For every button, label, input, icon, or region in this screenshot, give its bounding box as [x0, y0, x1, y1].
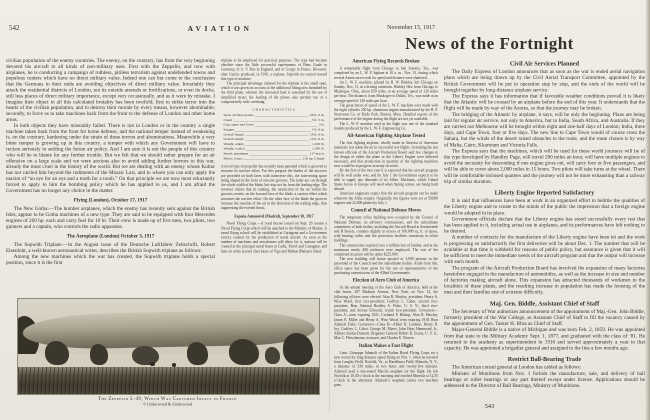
column-2	[221, 58, 327, 296]
spec-label: Chord	[223, 117, 233, 122]
column-1	[6, 58, 215, 298]
paragraph: The Express says it has information that if favorable weather conditions prevail it is likely that the Atlantic will be crossed by an airplane before the end of this year. It understands that the flight will be made by way of the Azores, so that the journey may be broken.	[444, 93, 645, 112]
spec-value: 1 ft. 6 in.	[311, 127, 325, 132]
paragraph: At the annual meeting of the Aero Club of America, held at the club house, 297 Madison Avenue, New York, on Nov. 12, the following officers were elected: Alan R. Hawley, president; Henry A. Wise Wood, first vice-president; Godfrey L. Cabot, second vice-president; Rear Admiral Bradley A. Fiske, U. S. N., third vice-president, and Jerome Edwards, fourth vice-president. Governors—Class A—term expiring 1921, Cortland F. Bishop, Alan R. Hawley, James E. Miller and Henry A. Wise Wood; term expiring 1918, Rear Admiral Fiske; Governors—Class B—Albert B. Lambert, Henry B. Joy, Godfrey L. Cabot, George M. Myers, John Hays Hammond, Jr., Alberto Santos-Dumont, Brigadier General Robert K. Evans, U. S. A., Max C. Fleischmann, treasurer, and Charles E. Warren.	[334, 285, 438, 341]
spec-label: Motor, rotary	[223, 156, 243, 161]
paragraph: The Sopwith Triplane.—In the August issue of the Deutsche Luftfahrer Zeitschrift, Robert Eisenlohr, a well-known aeronautical writer, describes the British Sopwith triplane as follows:	[6, 242, 215, 254]
spec-value: 3 ft. 3 in.	[311, 117, 325, 122]
dot-leader	[255, 126, 317, 127]
paragraph: American engineers expect that the aircraft program can be made whatever the Allies require. Originally, the figures were set at 50,000 engines and 22,000 planes by July 1.	[334, 191, 438, 205]
paragraph: A remarkable flight from Chicago to San Antonio, Tex., was completed by an L. W. F. biplane at 10 a. m., Nov. 13, during which several American records for speed and distance were shattered.	[334, 66, 438, 80]
scan-edge-shadow	[645, 0, 650, 420]
characteristics-table	[224, 108, 325, 162]
paragraph: An L. W. F. machine, piloted by H. W. Blakley, left Chicago on Sunday, Nov. 11, in a driving rainstorm. Blakley flew from Chicago to Muskogee, Okla., about 650 miles, at an average speed of 120 miles per hour. The distance, from Muskogee to Dallas, Tex., was made at an average speed of 130 miles per hour.	[334, 79, 438, 103]
paragraph: The Secretary of War authorizes announcement of the appointment of Maj.-Gen. John Biddle, formerly president of the War College, as Assistant Chief of Staff to fill the vacancy caused by the appointment of Gen. Tasker H. Bliss as Chief of Staff.	[444, 308, 645, 327]
news-heading: Civil Air Services Planned	[509, 60, 580, 67]
tree	[187, 342, 208, 365]
table-title: CHARACTERISTICS	[252, 107, 296, 112]
news-heading: Liberty Engine Reported Satisfactory	[494, 189, 595, 197]
tree	[132, 346, 159, 366]
paragraph: The L. W. F. machine used in the flight was one of the standard models produced by the L. W. F. Engineering Co.	[334, 121, 438, 131]
paragraph: The temporary office building now occupied by the Council of National Defense, its advisory commissions, and the subordinate committees of both bodies, including the Aircraft Board at Seventeenth and B Streets, contains slightly in excess of 100,000 sq. ft. of space, with heating, toilet, and fire protection facilities customary in office buildings.	[334, 215, 438, 243]
journal-heading: Flying (London), October 17, 1917	[73, 197, 148, 204]
foreground-scrub	[18, 367, 319, 394]
spec-value: 26 ft. 6 in.	[310, 113, 325, 118]
paragraph: Minister of Munitions from Nov. 1 forbids the manufacture, sale, and delivery of ball bearings or roller bearings or any part thereof except under license. Applications should be addressed to the Director of Ball Bearings, Ministry of Munitions.	[444, 370, 645, 389]
spec-value: 3 ft.	[318, 122, 325, 127]
news-heading: American Flying Records Broken	[352, 59, 420, 64]
paragraph: civilian population of the enemy countries. The enemy, on the contrary, has from the very beginning devoted his aircraft to all kinds of non-military uses. First with the Zeppelin, and now with airplanes, he is conducting a campaign of ruthless, pitiless terrorism against undefended towns and populous centers which have no direct military value. Indeed one can but come to the conclusion that the Germans in their raids are avoiding objectives of direct military value. Invariably they attack the residential districts of London, not its outside arsenals or fortifications, or even its docks, still less places of direct military importance, except very occasionally, and as it were by mistake. I imagine their object in all this calculated brutality has been twofold; first to strike terror into the hearts of the civilian population, and to destroy their morale by every means, however abominable; secondly, to force us to take machines back from the front to the defense of London and other home areas.	[6, 58, 215, 123]
spec-label: Overall length	[223, 132, 244, 137]
tree	[229, 339, 259, 366]
paragraph: Among the new machines which the war has created, the Sopwith triplane holds a special position, since it is the first	[6, 253, 215, 266]
paragraph: A novel type of propeller has recently been patented which is grooved to increase its tractive effort. For this purpose the blades of the airscrew are provided on both faces with transverse ribs, the intervening space being shaped in the form of concave grooves. The latter are cut through the whole width of the blade, but stop not far from the leading edge. The inventor claims that in rotating, the rarefaction of the air within the grooves creates, on the forward face of the blade, a suction effect which increases the tractive effort. On the other face of the blade the grooves increase the reaction of the air in the direction of the trailing edge, thus augmenting the exerted thrust.	[221, 164, 327, 210]
spec-value: 1,540 lb.	[312, 146, 325, 151]
paragraph: The bridging of the Atlantic by airplane, it says, will be only the beginning. Plans are being laid for regular air service, not only to America, but to India, South Africa, and Australia. If they are carried out Melbourne will be brought within eight and one-half days of London; India, three days, and Cape Town, four or five days. The new line to Cape Town would of course cross the Sahara, but the winds of the desert raised obstacles to the route, and the route chosen is by way of Malta, Cairo, Khartoum and Victoria Falls.	[444, 111, 645, 148]
dot-leader	[236, 131, 311, 132]
paragraph: The American consul general at London has cabled as follows:	[451, 364, 582, 371]
spec-label: Stagger	[223, 127, 235, 132]
spec-value: 130 hp. Clerget	[302, 156, 325, 161]
dot-leader	[245, 140, 308, 141]
tree	[265, 347, 280, 364]
issue-date: November 15, 1917	[387, 25, 435, 31]
zeppelin-hull	[22, 309, 315, 350]
paragraph: It is said that influences have been at work in an organized effort to belittle the qualities of the Liberty engine and to create in the minds of the public the impression that a foreign engine would be adopted in its place.	[444, 198, 645, 216]
magazine-title: AVIATION	[187, 24, 253, 33]
paragraph: Naval Flying Corps.—A royal decree issued on Sept. 20 creates a Naval Flying Corps which will be attached to the Ministry of Marine. A naval flying school will be established at Cartagena and a Government factory created for the production of naval aircraft. As soon as the number of machines and aerodromes will allow for it, stations will be created at the principal naval bases at Cadiz, Ferrol and Cartagena, and later on at the second class bases of Vigo and Mahon (Balearic Isles).	[221, 221, 327, 254]
table-row	[224, 156, 325, 161]
paragraph: Government officials declare that the Liberty engine has stood successfully every test that has been applied to it, including actual use in airplanes, and its performances have left nothing to be desired.	[444, 216, 645, 235]
news-heading: Council of National Defense Moves	[350, 208, 422, 214]
spec-value: 1,100 lb.	[312, 141, 325, 146]
dot-leader	[246, 145, 311, 146]
paragraph: By the first of the new year it is expected that the aircraft program will be well under way, and by July 1 the Government expects to be able to supply any demands of its Allies. Machines, which United States forces in Europe will need when Spring comes, are being built abroad.	[334, 168, 438, 192]
paragraph: The Daily Express of London announces that as soon as the war is ended aerial navigation plans which are being drawn up by the Civil Aerial Transport Committee, appointed by the British Government will be put in operation step by step, and the ends of the world will be brought together by long-distance airplane service.	[444, 69, 645, 93]
spec-value: 117 m.p.h.	[309, 151, 325, 156]
paragraph: triplane to be employed for practical purposes. The type had become obsolete since the little successful experiments of Hans Grade in Germany, of A. V. Roe in England, and of Goupy in France. However, after Curtiss produced, in 1916, a triplane, Sopwith too turned toward this type of machine.	[221, 58, 327, 81]
dot-leader	[250, 155, 309, 156]
tree	[283, 333, 313, 365]
spec-label: Overall height	[223, 137, 244, 142]
dot-leader	[255, 116, 309, 117]
tree	[45, 341, 69, 366]
paragraph: The great bursts of speed of the L. W. F. machine were made with the eight cylinder 250 hp. aluminum engine manufactured by the B. F. Sturtevant Co. of Hyde Park, Boston, Mass. Detailed reports of the performance of the engine during the flight are not yet available.	[334, 102, 438, 122]
spec-label: Gap, upper and lower	[223, 122, 254, 127]
spec-value: 10 ft. 6 in.	[310, 137, 325, 142]
column-4	[444, 56, 645, 400]
paragraph: The principal advantage claimed for the triplane is the small span, which it was given on account of the additional lifting area furnished by the third plane, whereas the increased load is sustained by the use of simplified struts; the loading of the planes also permits use of a comparatively wide overhang.	[221, 81, 327, 104]
paragraph: The Express says that the machines, which will be used for these world journeys will be of the type developed by Handley Page, will travel 200 miles an hour, will have multiple engines to avoid the necessity for descending if one engine gives out, will carry four or five passengers, and will be able to cover about 2,000 miles in 15 hours. Two pilots will take turns at the wheel. There will be comfortable inclosed quarters and the journey will not be more exhausting than a railway trip of similar duration.	[444, 148, 645, 185]
paragraph: The first fighting airplane, wholly made in America of American materials, has taken the air in successful test flights. In making the test known officials of the Aircraft Production Board said few changes in the design of either the plane or the Liberty Engine were believed necessary, and that production in quantity of the fighting machines now would be in progress in many factories.	[334, 140, 438, 169]
paragraph: Lieut. Giuseppe Adamoli of the Italian Royal Flying Corps set a new record for long distance speed flying on Nov. 1, when he traveled from Langley Field, Norfolk, Va., to Hazelhurst Field, Mineola, N. Y., a distance of 330 miles, in two hours and twenty-five minutes. Adamoli used a one-seated Macchi seaplane for the flight. He left Norfolk at 10.30 o’clock in the morning and reached Mineola at 12.55 o’clock in the afternoon. Adamoli’s seaplane carries two machine guns.	[334, 350, 438, 388]
paragraph: The new building will house upward of 3,000 persons in the personnel of the Council and the subordinate bodies. Aside from this, office space has been given for the use of representatives of the purchasing commissions of the Allied Governments.	[334, 256, 438, 275]
paragraph: Major-General Biddle is a native of Michigan and was born Feb. 2, 1859. He was appointed from that state to the Military Academy Sept. 1, 1877, and graduated with the class of ’81. He returned to the academy as superintendent in 1916 and served approximately a year in that capacity. He was appointed a brigadier general and assigned to the line a few months ago.	[444, 327, 645, 351]
paragraph: The New Gotha.—The bomber airplanes, which the enemy has recently sent against the British Isles, appear to be Gotha machines of a new type. They are said to be equipped with four Mercedes engines of 260 hp. each and carry fuel for 10 hr. Their crew is made up of five men, two pilots, two gunners and a captain, who controls the radio apparatus.	[6, 206, 215, 230]
paragraph: The construction required over a million feet of lumber, and at the maximum nearly 400 workmen were employed. The cost of the completed structure will be under $225,000.	[334, 242, 438, 257]
news-heading: Election of Aero Club of America	[352, 277, 420, 283]
column-3	[334, 56, 438, 404]
photo-caption: The Zeppelin L-49, Which Was Captured Intact in France	[98, 396, 237, 402]
dot-leader	[234, 121, 311, 122]
news-heading: All-American Fighting Airplane Tested	[347, 133, 425, 139]
photo-caption-block	[17, 396, 318, 407]
paragraph: A number of contracts for the manufacture of the Liberty engine have been let and the work is progressing so satisfactorily the first deliveries will be about Dec. 1. The number that will be available at that time is withheld for reasons of public policy, but assurance is given that it will be sufficient to meet the immediate needs of the aircraft program and that the output will increase with each month.	[444, 234, 645, 265]
spec-label: Span, all three planes	[223, 113, 254, 118]
paragraph: The program of the Aircraft Production Board has involved the expansion of many factories heretofore engaged in the manufacture of automobiles, as well as the increase in size and number of factories making aircraft alone. This expansion has attracted thousands of workmen to the localities of these plants, and the resulting increase in population has made the housing of the men and their families one of extreme difficulty.	[444, 265, 645, 296]
dot-leader	[245, 136, 308, 137]
news-heading: Restrict Ball-Bearing Trade	[507, 355, 582, 363]
journal-heading: España Automóvil (Madrid), September 30, 1917	[234, 214, 314, 219]
spec-label: Weight, loaded	[223, 146, 245, 151]
page-number-right: 543	[484, 403, 495, 410]
news-heading: Maj. Gen. Biddle, Assistant Chief of Staff	[489, 299, 600, 307]
spec-label: Weight, empty	[223, 141, 245, 146]
journal-heading: The Aeroplane (London) October 3, 1917	[66, 233, 155, 240]
dot-leader	[244, 160, 302, 161]
spec-label: Speed, maximum	[223, 151, 248, 156]
section-title: News of the Fortnight	[405, 34, 574, 53]
news-heading: Italian Makes a Fast Flight	[358, 343, 414, 349]
photo-credit: © Underwood & Underwood	[142, 402, 193, 407]
zeppelin-photo	[17, 298, 320, 395]
page-fold-line	[329, 30, 330, 412]
page-number-left: 542	[9, 24, 20, 32]
paragraph: In both objects they have miserably failed. There is not in London or in the country a single machine taken back from the front for home defense, and the national temper instead of weakening is, on the contrary, hardening under the strain of these terrors and abominations. Meanwhile a very bitter temper is growing up in this country, a temper with which any Government will have to reckon seriously in settling the future air policy. And I am sure it is not the people of this country who will be to blame for any further trouble. But we felt that we should rather prepare for an air offensive on a large scale and we were anxious also to avoid adding further horrors to this war, already the most cruel in the history of the world. But we are dealing with an enemy whose Kultur has not carried him beyond the rudiments of the Mosaic Law, and to whom you can only apply the maxim of “an eye for an eye and a tooth for a tooth.” On that principle we are now most reluctantly forced to apply to him the bombing policy which he has applied to us, and I am afraid the Government has no longer any choice in the matter.	[6, 122, 215, 194]
spec-value: 19 ft. 6 in.	[310, 132, 325, 137]
dot-leader	[246, 150, 311, 151]
